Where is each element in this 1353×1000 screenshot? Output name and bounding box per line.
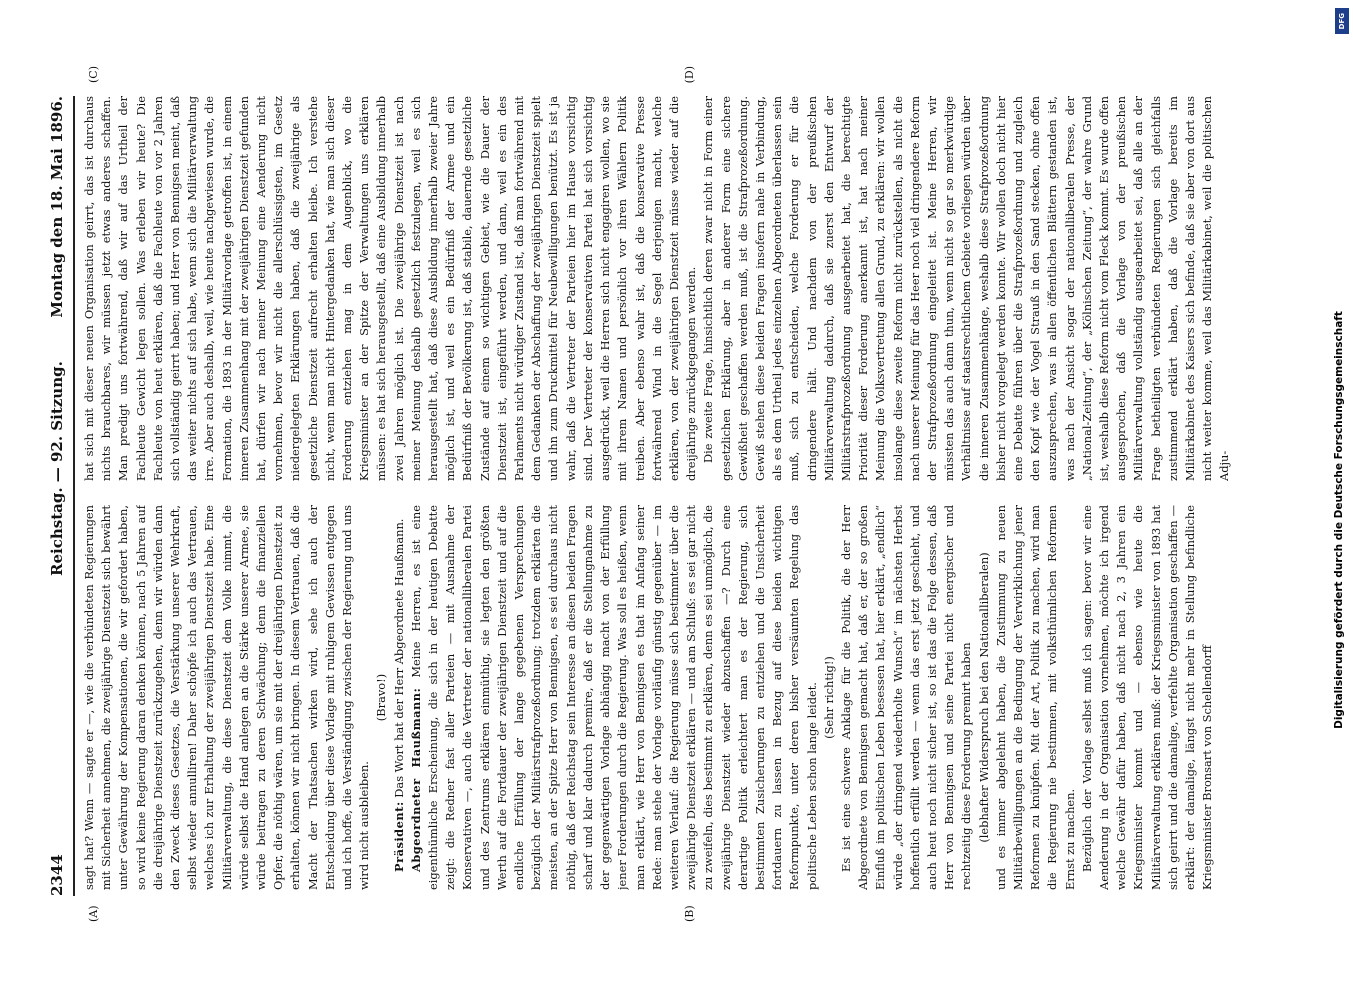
paragraph-text: Bezüglich der Vorlage selbst muß ich sagen: bevor wir eine Aenderung in der Organisation vornehmen, möchte ich irgend welche Gewähr dafür haben, daß nicht nach 2, 3 Jahren ein Kriegsminister kommt und — ebenso wie heute die Militärverwaltung erklären muß: der Kriegsminister von 1893 hat sich geirrt und die damalige, verfehlte Organisation geschaffen — erklärt: der damalige, längst nicht mehr in Stellung befindliche Kriegsminister Bronsart von Schellendorff (1079, 505, 1214, 890)
right-column-paragraph (81, 96, 700, 481)
session-date: Montag den 18. Mai 1896. (47, 96, 66, 318)
margin-marker-a: (A) (86, 905, 100, 922)
right-column (81, 96, 1307, 481)
credit-text: Digitalisierung gefördert durch die Deutsche Forschungsgemeinschaft (1333, 311, 1345, 730)
margin-marker-c: (C) (86, 66, 100, 83)
paragraph-text: (Sehr richtig!) (821, 656, 836, 739)
left-column-paragraph (975, 505, 992, 890)
paragraph-text: (lebhafter Widerspruch bei den Nationalliberalen) (976, 552, 991, 843)
left-column-paragraph (820, 505, 837, 890)
dfg-logo-icon: DFG (1335, 8, 1349, 34)
speaker-name: Abgeordneter Haußmann: (408, 687, 423, 872)
margin-marker-b: (B) (682, 905, 696, 922)
paragraph-text: Meine Herren, es ist eine eigenthümliche Erscheinung, die sich in der heutigen Debatte zeigt: die Redner fast aller Parteien — mit Ausnahme der Konservativen —, auch die Vertreter der nationalliberalen Partei und des Zentrums erklären einmüthig, sie legten den größten Werth auf die Fortdauer der zweijährigen Dienstzeit und auf die endliche Erfüllung der lange gegebenen Versprechungen bezüglich der Militärstrafprozeßordnung; trotzdem erklärten die meisten, an der Spitze Herr von Bennigsen, es sei durchaus nicht nöthig, daß der Reichstag sein Interesse an diesen beiden Fragen scharf und klar dadurch premire, daß er die Stellungnahme zu der gegenwärtigen Vorlage abhängig macht von der Erfüllung jener Forderungen durch die Regierung. Was soll es heißen, wenn man erklärt, wie Herr von Bennigsen es that im Anfang seiner Rede: man stehe der Vorlage vorläufig günstig gegenüber — im weiteren Verlauf: die Regierung müsse sich bestimmter über die zweijährige Dienstzeit erklären — und am Schluß: es sei gar nicht zu zweifeln, dies bestimmt zu erklären, denn es sei unmöglich, die zweijährige Dienstzeit wieder abzuschaffen —? Durch eine derartige Politik erleichtert man es der Regierung, sich bestimmten Zusicherungen zu entziehen und die Unsicherheit fortdauern zu lassen in Bezug auf diese beiden wichtigen Reformpunkte, unter deren bisher versäumten Regelung das politische Leben schon lange leidet. (408, 505, 819, 890)
page-header (47, 96, 75, 896)
paragraph-text: Die zweite Frage, hinsichtlich deren zwar nicht in Form einer gesetzlichen Erklärung, aber in anderer Form eine sichere Gewißheit geschaffen werden muß, ist die Strafprozeßordnung. Gewiß stehen diese beiden Fragen insofern nahe in Verbindung, als es dem Urtheil jedes einzelnen Abgeordneten überlassen sein muß, sich zu entscheiden, welche Forderung er für die dringendere hält. Und nachdem von der preußischen Militärverwaltung dadurch, daß sie zuerst den Entwurf der Militärstrafprozeßordnung ausgearbeitet hat, die berechtigte Priorität dieser Forderung anerkannt ist, hat nach meiner Meinung die Volksvertretung allen Grund, zu erklären: wir wollen insolange diese zweite Reform nicht zurückstellen, als nicht die nach unserer Meinung für das Heer noch viel dringendere Reform der Strafprozeßordnung eingeleitet ist. Meine Herren, wir müssten das auch dann thun, wenn nicht so gar so merkwürdige Verhältnisse auf staatsrechtlichem Gebiete vorliegen würden über die inneren Zusammenhänge, weshalb diese Strafprozeßordnung bisher nicht vorgelegt werden konnte. Wir wollen doch nicht hier eine Debatte führen über die Strafprozeßordnung und zugleich den Kopf wie der Vogel Strauß in den Sand stecken, ohne offen auszusprechen, was in allen öffentlichen Blättern gestanden ist, was nach der Ansicht sogar der nationalliberalen Presse, der „National-Zeitung“, der „Kölnischen Zeitung“, der wahre Grund ist, weshalb diese Reform nicht vom Fleck kommt. Es wurde offen ausgesprochen, daß die Vorlage von der preußischen Militärverwaltung vollständig ausgearbeitet sei, daß alle an der Frage betheiligten verbündeten Regierungen sich gleichfalls zustimmend erklärt haben, daß die Vorlage bereits im Militärkabinet des Kaisers sich befinde, daß sie aber von dort aus nicht weiter komme, weil das Militärkabinet, weil die politischen Adju- (700, 96, 1231, 481)
paragraph-text: hat sich mit dieser neuen Organisation geirrt, das ist durchaus nichts brauchbares, wir müssen jetzt etwas anderes schaffen. Man predigt uns fortwährend, daß wir auf das Urtheil der Fachleute Gewicht legen sollen. Was erleben wir heute? Die Fachleute von heut erklären, daß die Fachleute von vor 2 Jahren sich vollständig geirrt haben; und Herr von Bennigsen meint, daß das weiter nichts auf sich habe, wenn sich die Militärverwaltung irre. Aber auch deshalb, weil, wie heute nachgewiesen wurde, die Formation, die 1893 in der Militärvorlage getroffen ist, in einem inneren Zusammenhang mit der zweijährigen Dienstzeit gefunden hat, dürfen wir nach meiner Meinung eine Aenderung nicht vornehmen, bevor wir nicht die allerschlüssigsten, im Gesetz niedergelegten Erklärungen haben, daß die zweijährige als gesetzliche Dienstzeit aufrecht erhalten bleibe. Ich verstehe nicht, wenn man nicht Hintergedanken hat, wie man sich dieser Forderung entziehen mag in dem Augenblick, wo die Kriegsminister an der Spitze der Verwaltungen uns erklären müssen: es hat sich herausgestellt, daß eine Ausbildung innerhalb zwei Jahren möglich ist. Die zweijährige Dienstzeit ist nach meiner Meinung deshalb gesetzlich festzulegen, weil es sich herausgestellt hat, daß diese Ausbildung innerhalb zweier Jahre möglich ist, und weil es ein Bedürfniß der Armee und ein Bedürfniß der Bevölkerung ist, daß stabile, dauernde gesetzliche Zustände auf einem so wichtigen Gebiet, wie die Dauer der Dienstzeit ist, eingeführt werden, und dann, weil es ein des Parlaments nicht würdiger Zustand ist, daß man fortwährend mit dem Gedanken der Abschaffung der zweijährigen Dienstzeit spielt und ihn zum Druckmittel für Neubewilligungen benützt. Es ist ja wahr, daß die Vertreter der Parteien hier im Hause vorsichtig sind. Der Vertreter der konservativen Partei hat sich vorsichtig ausgedrückt, weil die Herren sich nicht engagiren wollen, wo sie mit ihrem Namen und persönlich vor ihren Wählern Politik treiben. Aber ebenso wahr ist, daß die konservative Presse fortwährend Wind in die Segel derjenigen macht, welche erklären, von der zweijährigen Dienstzeit müsse wieder auf die dreijährige zurückgegangen werden. (81, 96, 698, 481)
paragraph-text: Das Wort hat der Herr Abgeordnete Haußmann. (391, 518, 406, 802)
paragraph-text: und es immer abgelehnt haben, die Zustimmung zu neuen Militärbewilligungen an die Bedingung der Verwirklichung jener Reformen zu knüpfen. Mit der Art, Politik zu machen, wird man die Regierung nie bestimmen, mit volksthümlichen Reformen Ernst zu machen. (993, 505, 1077, 890)
text-columns (81, 66, 1307, 922)
paragraph-text: Es ist eine schwere Anklage für die Politik, die der Herr Abgeordnete von Bennigsen gemacht hat, daß er, der so großen Einfluß im politischen Leben besessen hat, hier erklärt, „endlich“ würde „der dringend wiederholte Wunsch“ im nächsten Herbst hoffentlich erfüllt werden — wenn das erst jetzt geschieht, und auch heut noch nicht sicher ist, so ist das die Folge dessen, daß Herr von Bennigsen und seine Partei nicht energischer und rechtzeitig diese Forderung premirt haben (838, 505, 973, 890)
left-column-paragraph (407, 505, 820, 890)
left-column-paragraph (390, 505, 407, 890)
rotated-scan-page (37, 60, 1317, 940)
left-column-paragraph (373, 505, 390, 890)
left-column-paragraph (81, 505, 373, 890)
left-column-paragraph (837, 505, 975, 890)
session-title: Reichstag. — 92. Sitzung. (47, 361, 66, 576)
speaker-name: Präsident: (391, 801, 406, 872)
newspaper-page (37, 60, 1317, 940)
page-number: 2344 (47, 854, 66, 896)
paragraph-text: (Bravo!) (373, 673, 388, 722)
right-column-paragraph (700, 96, 1233, 481)
digitization-credit (1331, 8, 1347, 993)
paragraph-text: sagt hat? Wenn — sagte er —, wie die verbündeten Regierungen mit Sicherheit annehmen, die zweijährige Dienstzeit sich bewährt unter Gewährung der Kompensationen, die wir gefordert haben, so wird keine Regierung daran denken können, nach 5 Jahren auf die dreijährige Dienstzeit zurückzugehen, denn wir würden dann den Zweck dieses Gesetzes, die Verstärkung unserer Wehrkraft, selbst wieder annulliren! Daher schöpfe ich auch das Vertrauen, welches ich zur Erhaltung der zweijährigen Dienstzeit habe. Eine Militärverwaltung, die diese Dienstzeit dem Volke nimmt, die würde selbst die Hand anlegen an die Stärke unserer Armee, sie würde beitragen zu deren Schwächung; denn die finanziellen Opfer, die nöthig wären, um sie mit der dreijährigen Dienstzeit zu erhalten, können wir nicht bringen. In diesem Vertrauen, daß die Macht der Thatsachen wirken wird, sehe ich auch der Entscheidung über diese Vorlage mit ruhigem Gewissen entgegen und ich hoffe, die Verständigung zwischen der Regierung und uns wird nicht ausbleiben. (81, 505, 371, 890)
left-column (81, 505, 1307, 890)
left-column-paragraph (992, 505, 1078, 890)
margin-marker-d: (D) (682, 66, 696, 84)
left-column-paragraph (1078, 505, 1216, 890)
